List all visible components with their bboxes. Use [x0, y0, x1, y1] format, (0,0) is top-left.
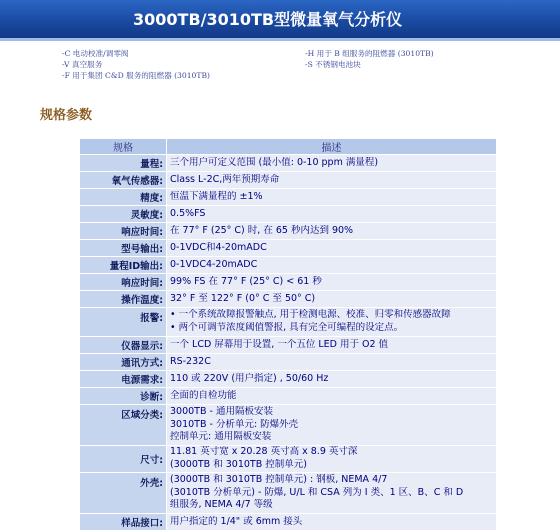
spec-value: [167, 223, 497, 240]
spec-key: 外壳:: [80, 473, 167, 514]
spec-value: [167, 473, 497, 514]
table-row: [80, 308, 497, 337]
spec-key: 精度:: [80, 189, 167, 206]
spec-key: 响应时间:: [80, 223, 167, 240]
spec-value: [167, 405, 497, 446]
spec-key: 诊断:: [80, 388, 167, 405]
table-row: [80, 189, 497, 206]
value-line: 三个用户可定义范围 (最小值: 0-10 ppm 满量程): [170, 156, 379, 168]
table-header-row: [80, 139, 497, 155]
value-line: RS-232C: [170, 355, 211, 367]
spec-key: 响应时间:: [80, 274, 167, 291]
value-line: 0-1VDC4-20mADC: [170, 258, 258, 270]
spec-key: 型号输出:: [80, 240, 167, 257]
value-line: (3000TB 和 3010TB 控制单元) : 钢板, NEMA 4/7: [170, 474, 388, 486]
spec-value: [167, 337, 497, 354]
spec-key: 氧气传感器:: [80, 172, 167, 189]
table-row: [80, 371, 497, 388]
spec-value: [167, 291, 497, 308]
option-item: -F 用于集团 C&D 服务的阻燃器 (3010TB): [62, 71, 210, 80]
value-line: 32° F 至 122° F (0° C 至 50° C): [170, 292, 316, 304]
spec-key: 样品接口:: [80, 514, 167, 531]
value-line: 3000TB - 通用隔板安装: [170, 406, 273, 418]
value-line: 一个 LCD 屏幕用于设置, 一个五位 LED 用于 O2 值: [170, 338, 389, 350]
column-header-description: 描述: [167, 139, 497, 155]
option-item: -S 不锈钢电池块: [305, 60, 361, 69]
table-row: [80, 514, 497, 531]
banner-divider: [0, 38, 560, 41]
table-row: [80, 240, 497, 257]
value-line: • 一个系统故障报警触点, 用于检测电源、校准、归零和传感器故障: [170, 309, 451, 321]
spec-key: 尺寸:: [80, 446, 167, 473]
table-row: [80, 473, 497, 514]
table-row: [80, 223, 497, 240]
value-line: 全面的自检功能: [170, 389, 237, 401]
table-row: [80, 405, 497, 446]
spec-value: [167, 446, 497, 473]
spec-key: 仪器显示:: [80, 337, 167, 354]
value-line: 0-1VDC和4-20mADC: [170, 241, 267, 253]
value-line: Class L-2C,两年预期寿命: [170, 173, 280, 185]
table-row: [80, 354, 497, 371]
value-line: 110 或 220V (用户指定) , 50/60 Hz: [170, 372, 329, 384]
spec-key: 灵敏度:: [80, 206, 167, 223]
spec-value: [167, 514, 497, 531]
spec-value: [167, 240, 497, 257]
table-row: [80, 388, 497, 405]
option-item: -V 真空服务: [62, 60, 103, 69]
spec-value: [167, 371, 497, 388]
spec-value: [167, 189, 497, 206]
spec-value: [167, 206, 497, 223]
value-line: 在 77° F (25° C) 时, 在 65 秒内达到 90%: [170, 224, 354, 236]
value-line: 3010TB - 分析单元: 防爆外壳: [170, 418, 299, 430]
column-header-spec: 规格: [80, 139, 167, 155]
spec-value: [167, 155, 497, 172]
value-line: 0.5%FS: [170, 207, 206, 219]
spec-value: [167, 257, 497, 274]
table-row: [80, 155, 497, 172]
options-list-right: [305, 48, 434, 70]
spec-value: [167, 274, 497, 291]
spec-key: 报警:: [80, 308, 167, 337]
value-line: (3010TB 分析单元) - 防爆, U/L 和 CSA 列为 I 类、1 区、B、C 和 D: [170, 486, 464, 498]
spec-key: 量程ID输出:: [80, 257, 167, 274]
value-line: 11.81 英寸宽 x 20.28 英寸高 x 8.9 英寸深: [170, 446, 358, 458]
value-line: 恒温下满量程的 ±1%: [170, 190, 263, 202]
page-title: 3000TB/3010TB型微量氧气分析仪: [133, 10, 403, 29]
spec-value: [167, 308, 497, 337]
spec-key: 区域分类:: [80, 405, 167, 446]
options-list-left: [62, 48, 210, 81]
value-line: • 两个可调节浓度阈值警报, 具有完全可编程的设定点。: [170, 322, 404, 333]
value-line: 控制单元: 通用隔板安装: [170, 431, 272, 443]
value-line: 99% FS 在 77° F (25° C) < 61 秒: [170, 275, 322, 287]
section-title: 规格参数: [40, 108, 93, 123]
value-line: 组服务, NEMA 4/7 等级: [170, 499, 273, 511]
table-row: [80, 206, 497, 223]
spec-value: [167, 172, 497, 189]
spec-value: [167, 388, 497, 405]
spec-value: [167, 354, 497, 371]
spec-key: 操作温度:: [80, 291, 167, 308]
table-row: [80, 172, 497, 189]
table-row: [80, 446, 497, 473]
table-row: [80, 291, 497, 308]
table-row: [80, 337, 497, 354]
spec-table: [79, 138, 497, 531]
table-row: [80, 274, 497, 291]
spec-key: 电源需求:: [80, 371, 167, 388]
value-line: 用户指定的 1/4" 或 6mm 接头: [170, 515, 303, 527]
value-line: (3000TB 和 3010TB 控制单元): [170, 459, 307, 470]
spec-key: 量程:: [80, 155, 167, 172]
option-item: -H 用于 B 组服务的阻燃器 (3010TB): [305, 49, 434, 58]
spec-key: 通讯方式:: [80, 354, 167, 371]
table-row: [80, 257, 497, 274]
option-item: -C 电动校准/调零阀: [62, 49, 129, 58]
